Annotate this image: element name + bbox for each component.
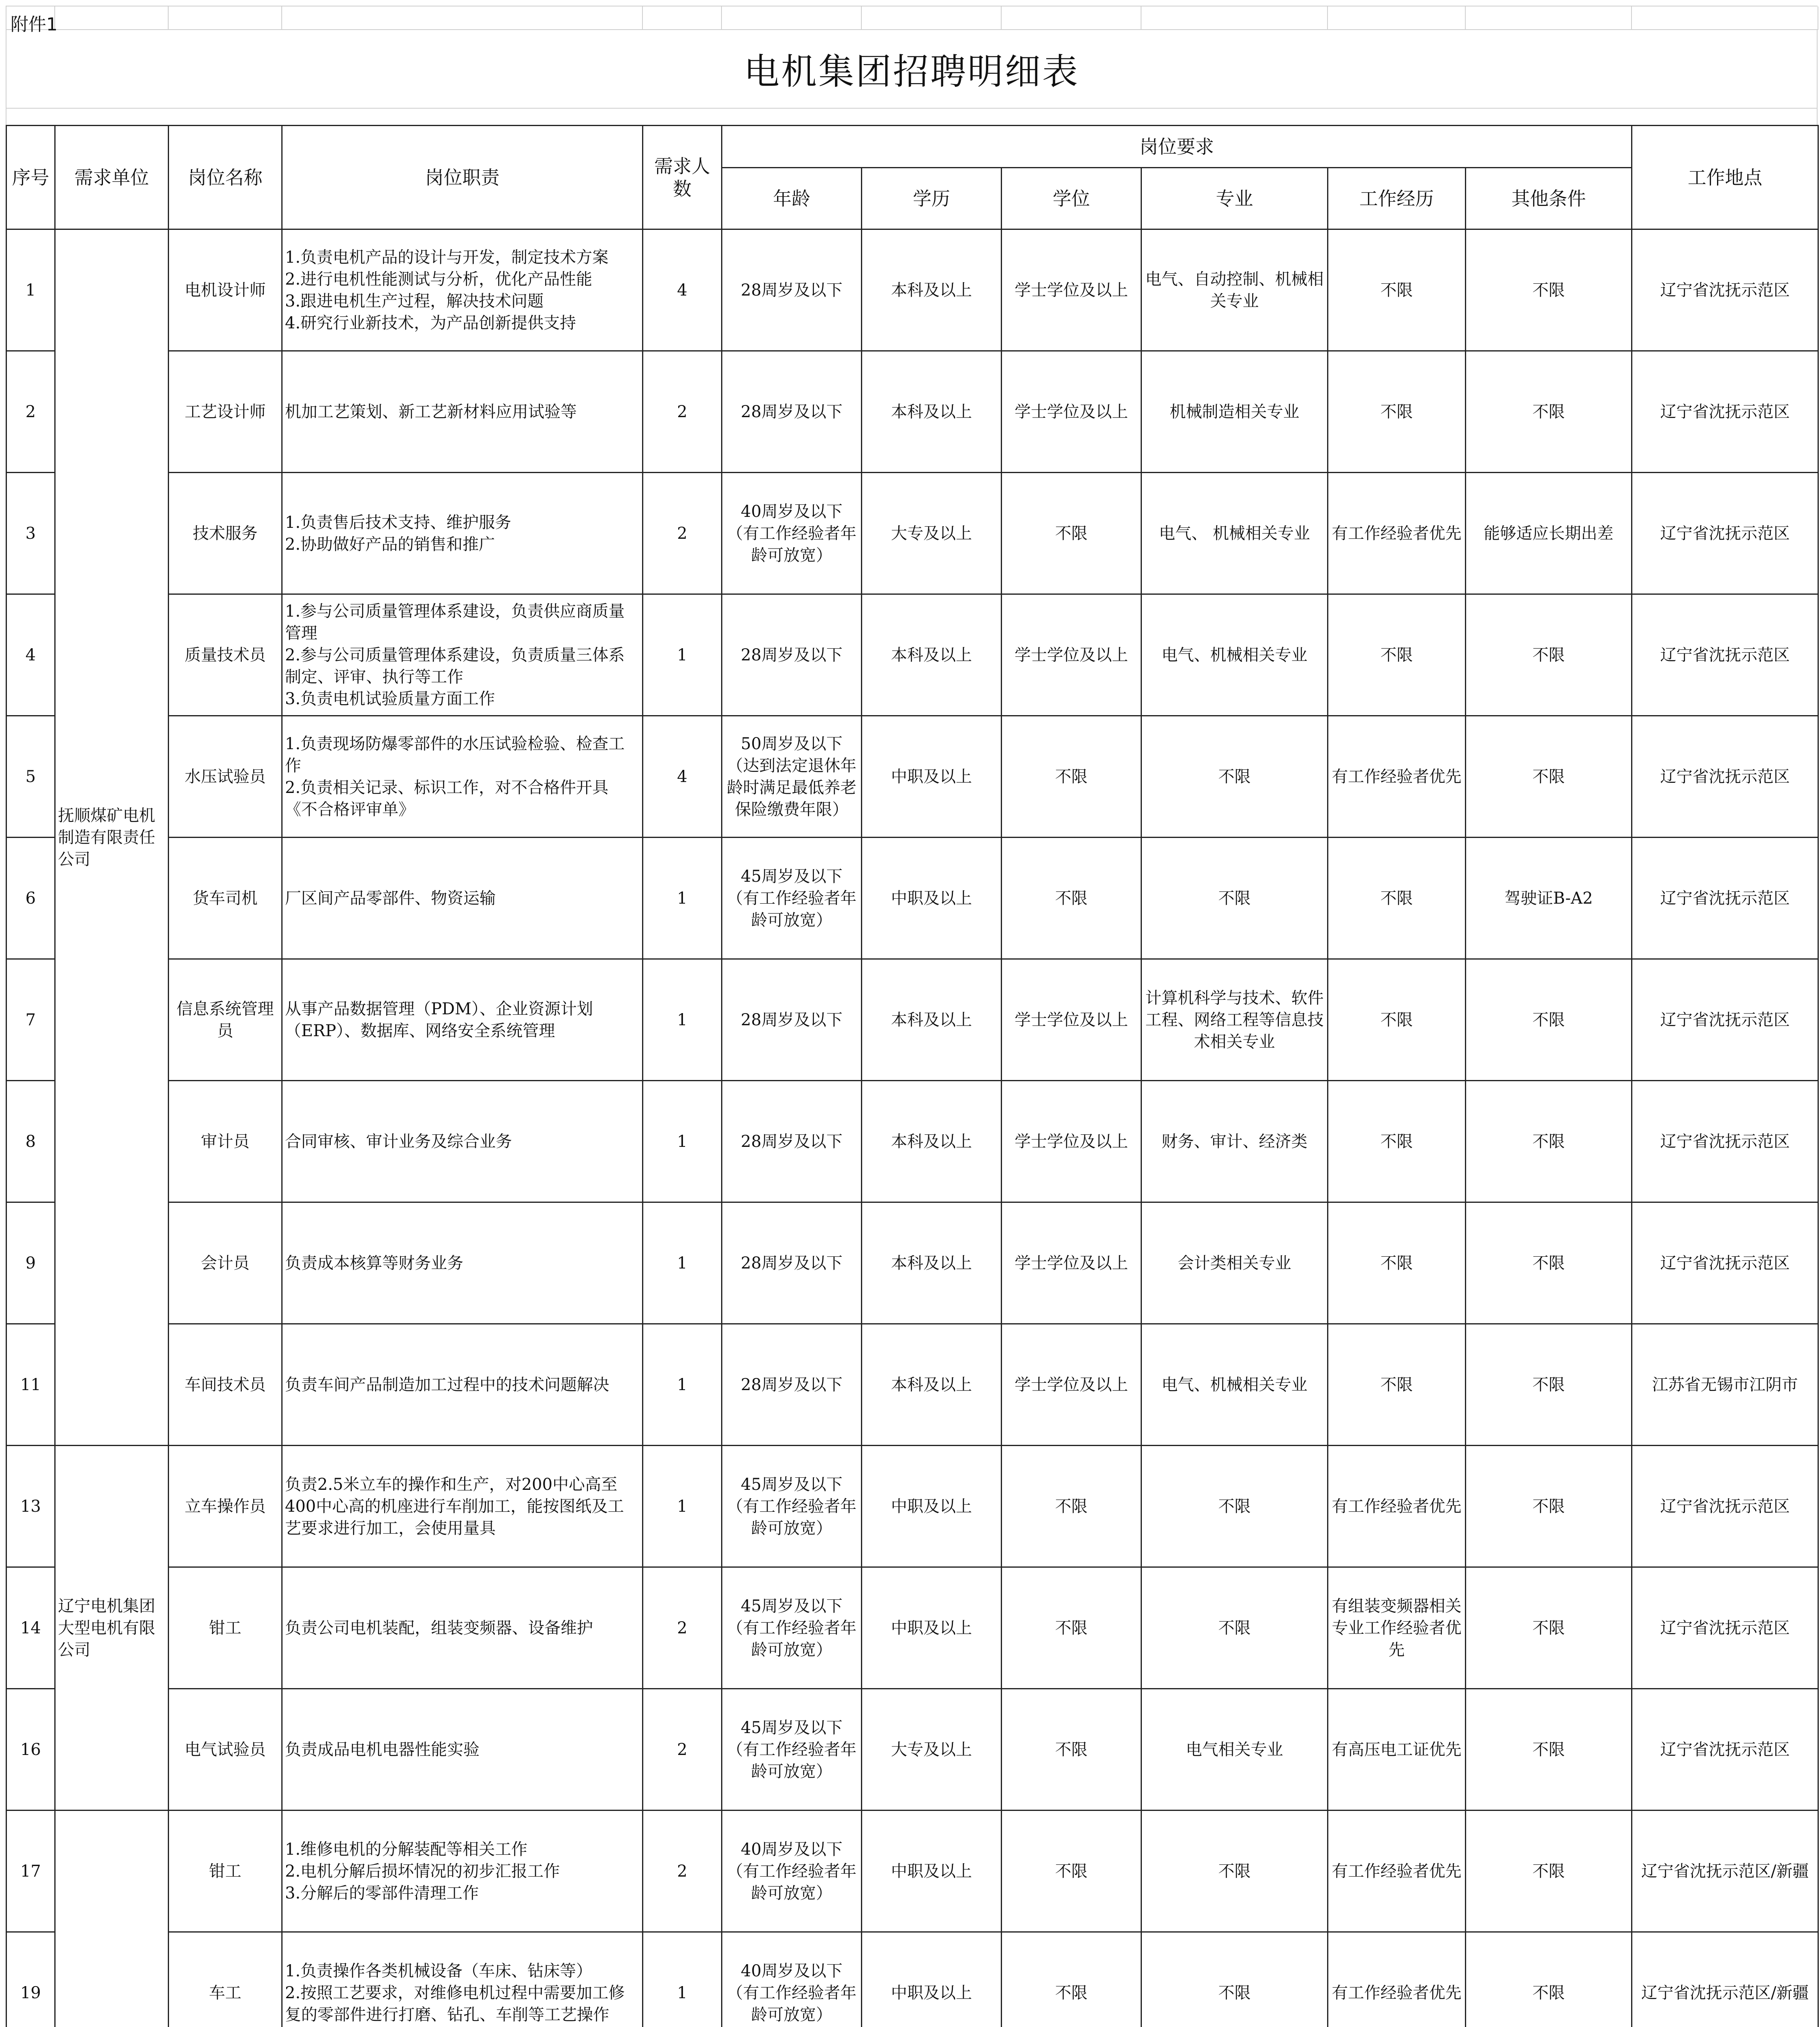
header-experience: 工作经历 [1328,168,1466,229]
table-row [6,838,1818,959]
cell-other: 不限 [1466,716,1632,838]
cell-location: 江苏省无锡市江阴市 [1632,1324,1818,1446]
cell-seq: 17 [6,1811,55,1932]
cell-education: 中职及以上 [862,1567,1002,1689]
cell-age: 28周岁及以下 [722,959,862,1081]
cell-location: 辽宁省沈抚示范区 [1632,594,1818,716]
header-education: 学历 [862,168,1002,229]
cell-age: 28周岁及以下 [722,229,862,351]
table-row [6,1446,1818,1567]
page-title: 电机集团招聘明细表 [743,51,1079,92]
cell-degree: 不限 [1002,1932,1141,2027]
cell-degree: 学士学位及以上 [1002,1202,1141,1324]
cell-age: 28周岁及以下 [722,594,862,716]
cell-position: 会计员 [169,1202,282,1324]
cell-degree: 学士学位及以上 [1002,594,1141,716]
cell-seq: 7 [6,959,55,1081]
cell-age: 28周岁及以下 [722,1202,862,1324]
duties-text: 1.负责电机产品的设计与开发，制定技术方案 2.进行电机性能测试与分析，优化产品性能 3.跟进电机生产过程，解决技术问题 4.研究行业新技术，为产品创新提供支持 [285,248,609,332]
cell-degree: 学士学位及以上 [1002,959,1141,1081]
title-cell [6,30,1818,109]
table-row [6,594,1818,716]
cell-location: 辽宁省沈抚示范区 [1632,229,1818,351]
cell-count: 1 [643,1446,722,1567]
cell-experience: 不限 [1328,1081,1466,1202]
cell-degree: 学士学位及以上 [1002,229,1141,351]
cell-degree: 学士学位及以上 [1002,1324,1141,1446]
cell-other: 不限 [1466,1446,1632,1567]
cell-duties [282,594,643,716]
cell-education: 本科及以上 [862,229,1002,351]
cell-seq: 16 [6,1689,55,1811]
header-unit: 需求单位 [55,126,169,229]
attachment-label: 附件1 [11,14,58,35]
cell-other: 不限 [1466,1932,1632,2027]
cell-count: 1 [643,1081,722,1202]
cell-location: 辽宁省沈抚示范区 [1632,1202,1818,1324]
cell-education: 本科及以上 [862,1202,1002,1324]
cell-count: 1 [643,1932,722,2027]
duties-text: 负责成品电机电器性能实验 [285,1740,480,1759]
header-requirements: 岗位要求 [722,126,1632,168]
cell-other: 不限 [1466,1081,1632,1202]
cell-education: 本科及以上 [862,351,1002,473]
duties-text: 1.参与公司质量管理体系建设，负责供应商质量管理 2.参与公司质量管理体系建设，负责质量三体系制定、评审、执行等工作 3.负责电机试验质量方面工作 [285,602,625,708]
cell-education: 中职及以上 [862,838,1002,959]
cell-other: 能够适应长期出差 [1466,473,1632,594]
cell-count: 1 [643,594,722,716]
table-row [6,1932,1818,2027]
cell-education: 本科及以上 [862,1324,1002,1446]
cell-location: 辽宁省沈抚示范区 [1632,351,1818,473]
cell-education: 中职及以上 [862,1446,1002,1567]
cell-age: 40周岁及以下 （有工作经验者年龄可放宽） [722,473,862,594]
cell-seq: 14 [6,1567,55,1689]
duties-text: 1.负责现场防爆零部件的水压试验检验、检查工作 2.负责相关记录、标识工作，对不合格件开具《不合格评审单》 [285,734,625,819]
cell-position: 电气试验员 [169,1689,282,1811]
duties-text: 负责公司电机装配，组装变频器、设备维护 [285,1618,593,1637]
duties-text: 1.负责操作各类机械设备（车床、钻床等） 2.按照工艺要求，对维修电机过程中需要加工修复的零部件进行打磨、钻孔、车削等工艺操作 [285,1961,625,2024]
cell-degree: 不限 [1002,838,1141,959]
cell-major: 电气、机械相关专业 [1141,594,1328,716]
spacer-row [6,109,1818,125]
duties-text: 负责成本核算等财务业务 [285,1253,463,1273]
cell-location: 辽宁省沈抚示范区/新疆 [1632,1932,1818,2027]
cell-count: 2 [643,1567,722,1689]
cell-count: 1 [643,959,722,1081]
cell-other: 不限 [1466,1202,1632,1324]
header-position: 岗位名称 [169,126,282,229]
cell-position: 信息系统管理员 [169,959,282,1081]
cell-seq: 5 [6,716,55,838]
cell-education: 本科及以上 [862,1081,1002,1202]
sheet-top-grid [6,6,1818,30]
cell-seq: 2 [6,351,55,473]
cell-duties [282,1811,643,1932]
cell-education: 大专及以上 [862,1689,1002,1811]
cell-other: 不限 [1466,229,1632,351]
cell-degree: 不限 [1002,1567,1141,1689]
cell-age: 28周岁及以下 [722,351,862,473]
table-row [6,959,1818,1081]
duties-text: 负责2.5米立车的操作和生产，对200中心高至400中心高的机座进行车削加工，能按图纸及工艺要求进行加工，会使用量具 [285,1475,624,1538]
spreadsheet [6,6,1818,2027]
cell-age: 45周岁及以下 （有工作经验者年龄可放宽） [722,1446,862,1567]
cell-other: 不限 [1466,1324,1632,1446]
cell-other: 不限 [1466,1567,1632,1689]
cell-other: 不限 [1466,959,1632,1081]
cell-location: 辽宁省沈抚示范区 [1632,1446,1818,1567]
cell-degree: 不限 [1002,473,1141,594]
cell-count: 4 [643,716,722,838]
duties-text: 从事产品数据管理（PDM）、企业资源计划（ERP）、数据库、网络安全系统管理 [285,999,593,1040]
cell-position: 车间技术员 [169,1324,282,1446]
cell-experience: 有工作经验者优先 [1328,1446,1466,1567]
cell-age: 28周岁及以下 [722,1324,862,1446]
cell-experience: 有工作经验者优先 [1328,716,1466,838]
cell-position: 钳工 [169,1567,282,1689]
header-location: 工作地点 [1632,126,1818,229]
cell-duties [282,838,643,959]
cell-education: 本科及以上 [862,959,1002,1081]
cell-position: 钳工 [169,1811,282,1932]
cell-duties [282,1324,643,1446]
cell-experience: 有组装变频器相关专业工作经验者优先 [1328,1567,1466,1689]
table-row [6,1689,1818,1811]
cell-major: 电气相关专业 [1141,1689,1328,1811]
cell-major: 计算机科学与技术、软件工程、网络工程等信息技术相关专业 [1141,959,1328,1081]
header-other: 其他条件 [1466,168,1632,229]
cell-other: 驾驶证B-A2 [1466,838,1632,959]
cell-other: 不限 [1466,594,1632,716]
cell-age: 45周岁及以下 （有工作经验者年龄可放宽） [722,838,862,959]
cell-major: 不限 [1141,716,1328,838]
cell-location: 辽宁省沈抚示范区 [1632,1567,1818,1689]
cell-other: 不限 [1466,1689,1632,1811]
cell-degree: 学士学位及以上 [1002,351,1141,473]
table-body [6,229,1818,2027]
cell-count: 2 [643,351,722,473]
cell-position: 审计员 [169,1081,282,1202]
cell-seq: 3 [6,473,55,594]
cell-location: 辽宁省沈抚示范区 [1632,716,1818,838]
cell-seq: 6 [6,838,55,959]
cell-location: 辽宁省沈抚示范区 [1632,959,1818,1081]
cell-major: 机械制造相关专业 [1141,351,1328,473]
header-major: 专业 [1141,168,1328,229]
cell-position: 技术服务 [169,473,282,594]
cell-experience: 有工作经验者优先 [1328,473,1466,594]
cell-duties [282,1689,643,1811]
cell-count: 1 [643,1324,722,1446]
cell-seq: 9 [6,1202,55,1324]
cell-duties [282,473,643,594]
cell-position: 工艺设计师 [169,351,282,473]
cell-age: 50周岁及以下 （达到法定退休年龄时满足最低养老保险缴费年限） [722,716,862,838]
header-degree: 学位 [1002,168,1141,229]
cell-seq: 8 [6,1081,55,1202]
cell-degree: 学士学位及以上 [1002,1081,1141,1202]
cell-seq: 4 [6,594,55,716]
cell-experience: 不限 [1328,838,1466,959]
cell-count: 4 [643,229,722,351]
duties-text: 1.负责售后技术支持、维护服务 2.协助做好产品的销售和推广 [285,513,512,554]
cell-experience: 不限 [1328,1202,1466,1324]
cell-duties [282,959,643,1081]
cell-duties [282,1202,643,1324]
cell-experience: 不限 [1328,229,1466,351]
cell-major: 不限 [1141,1932,1328,2027]
cell-major: 会计类相关专业 [1141,1202,1328,1324]
cell-experience: 不限 [1328,594,1466,716]
cell-other: 不限 [1466,351,1632,473]
cell-major: 财务、审计、经济类 [1141,1081,1328,1202]
cell-location: 辽宁省沈抚示范区/新疆 [1632,1811,1818,1932]
cell-position: 质量技术员 [169,594,282,716]
duties-text: 厂区间产品零部件、物资运输 [285,889,496,908]
cell-position: 车工 [169,1932,282,2027]
duties-text: 负责车间产品制造加工过程中的技术问题解决 [285,1375,609,1394]
cell-major: 不限 [1141,1567,1328,1689]
cell-location: 辽宁省沈抚示范区 [1632,1081,1818,1202]
table-row [6,716,1818,838]
cell-other: 不限 [1466,1811,1632,1932]
cell-degree: 不限 [1002,1689,1141,1811]
cell-experience: 不限 [1328,1324,1466,1446]
cell-duties [282,229,643,351]
cell-location: 辽宁省沈抚示范区 [1632,473,1818,594]
header-duties: 岗位职责 [282,126,643,229]
header-age: 年龄 [722,168,862,229]
cell-experience: 有工作经验者优先 [1328,1932,1466,2027]
cell-unit: 辽宁电机集团大型电机有限公司 [55,1446,169,1811]
cell-unit: 抚顺煤矿电机制造有限责任公司 [55,229,169,1446]
header-count: 需求人数 [643,126,722,229]
cell-education: 中职及以上 [862,716,1002,838]
cell-count: 2 [643,1689,722,1811]
cell-education: 本科及以上 [862,594,1002,716]
cell-experience: 不限 [1328,351,1466,473]
cell-count: 2 [643,1811,722,1932]
cell-position: 水压试验员 [169,716,282,838]
cell-duties [282,1567,643,1689]
cell-major: 电气、机械相关专业 [1141,1324,1328,1446]
cell-seq: 11 [6,1324,55,1446]
cell-major: 不限 [1141,838,1328,959]
table-row [6,229,1818,351]
table-row [6,473,1818,594]
cell-experience: 有高压电工证优先 [1328,1689,1466,1811]
cell-duties [282,1446,643,1567]
cell-age: 45周岁及以下 （有工作经验者年龄可放宽） [722,1689,862,1811]
cell-age: 28周岁及以下 [722,1081,862,1202]
cell-seq: 13 [6,1446,55,1567]
cell-age: 40周岁及以下 （有工作经验者年龄可放宽） [722,1811,862,1932]
header-seq: 序号 [6,126,55,229]
cell-duties [282,351,643,473]
duties-text: 1.维修电机的分解装配等相关工作 2.电机分解后损坏情况的初步汇报工作 3.分解后的零部件清理工作 [285,1840,560,1903]
cell-degree: 不限 [1002,716,1141,838]
duties-text: 合同审核、审计业务及综合业务 [285,1132,512,1151]
table-row [6,1811,1818,1932]
cell-major: 不限 [1141,1446,1328,1567]
cell-position: 立车操作员 [169,1446,282,1567]
cell-count: 1 [643,1202,722,1324]
table-row [6,1567,1818,1689]
cell-count: 2 [643,473,722,594]
cell-degree: 不限 [1002,1811,1141,1932]
cell-duties [282,716,643,838]
cell-education: 中职及以上 [862,1811,1002,1932]
cell-location: 辽宁省沈抚示范区 [1632,838,1818,959]
cell-seq: 19 [6,1932,55,2027]
table-row [6,1081,1818,1202]
table-row [6,1324,1818,1446]
cell-duties [282,1932,643,2027]
cell-education: 中职及以上 [862,1932,1002,2027]
cell-age: 40周岁及以下 （有工作经验者年龄可放宽） [722,1932,862,2027]
cell-education: 大专及以上 [862,473,1002,594]
cell-major: 不限 [1141,1811,1328,1932]
table-row [6,1202,1818,1324]
cell-location: 辽宁省沈抚示范区 [1632,1689,1818,1811]
table-row [6,351,1818,473]
cell-experience: 有工作经验者优先 [1328,1811,1466,1932]
recruitment-table [6,125,1819,2027]
cell-position: 货车司机 [169,838,282,959]
duties-text: 机加工艺策划、新工艺新材料应用试验等 [285,402,577,421]
cell-age: 45周岁及以下 （有工作经验者年龄可放宽） [722,1567,862,1689]
cell-unit [55,1811,169,2027]
cell-seq: 1 [6,229,55,351]
cell-major: 电气、自动控制、机械相关专业 [1141,229,1328,351]
cell-major: 电气、 机械相关专业 [1141,473,1328,594]
cell-degree: 不限 [1002,1446,1141,1567]
cell-count: 1 [643,838,722,959]
cell-duties [282,1081,643,1202]
cell-position: 电机设计师 [169,229,282,351]
cell-experience: 不限 [1328,959,1466,1081]
